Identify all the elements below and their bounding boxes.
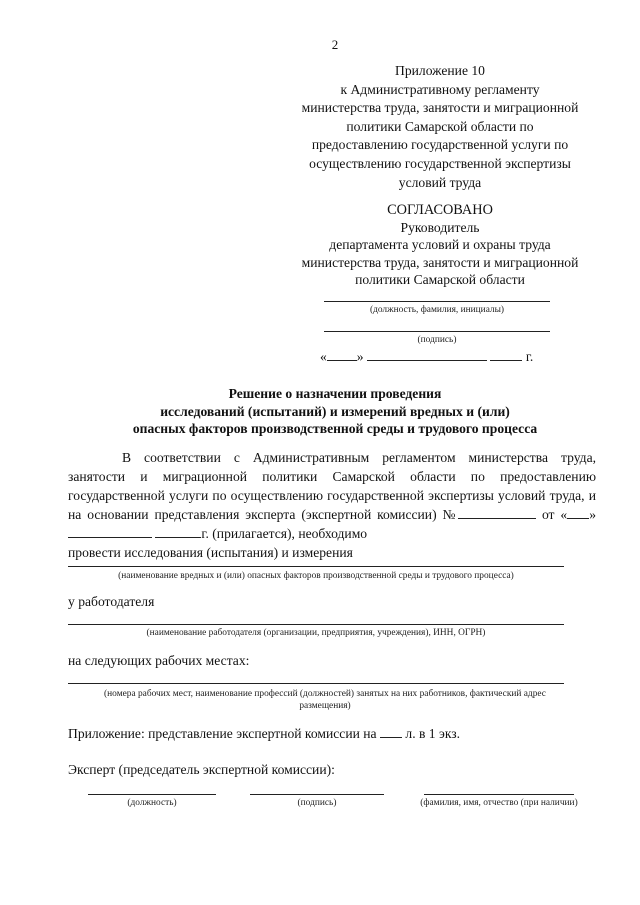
expert-signature-line — [250, 794, 384, 795]
appendix-line: министерства труда, занятости и миграционной — [301, 100, 579, 116]
workplaces-line — [68, 683, 564, 684]
appendix-line: политики Самарской области по — [346, 118, 534, 134]
expert-name-caption: (фамилия, имя, отчество (при наличии) — [420, 798, 578, 808]
from-word: от — [541, 507, 555, 522]
employer-line — [68, 624, 564, 625]
workplaces-label: на следующих рабочих местах: — [68, 653, 250, 668]
signature-caption: (подпись) — [417, 335, 457, 345]
approval-line: Руководитель — [400, 220, 480, 236]
body-last-line: провести исследования (испытания) и измерения — [68, 545, 353, 560]
decision-title-line: опасных факторов производственной среды и трудового процесса — [132, 421, 538, 436]
approval-date-line — [320, 347, 533, 365]
necessary-word: необходимо — [298, 526, 368, 541]
day-blank — [327, 347, 357, 361]
page-number: 2 — [331, 37, 339, 52]
attachment-prefix: Приложение: представление экспертной комиссии на — [68, 726, 377, 741]
appendix-header — [280, 62, 600, 192]
expert-signature-caption: (подпись) — [297, 798, 337, 808]
attachment-line — [68, 724, 460, 742]
appendix-line: предоставлению государственной услуги по — [311, 137, 569, 153]
quote-open: « — [560, 507, 568, 522]
position-line — [324, 301, 550, 302]
approval-line: министерства труда, занятости и миграционной — [301, 254, 579, 270]
expert-name-line — [424, 794, 574, 795]
decision-title — [0, 385, 640, 438]
expert-label: Эксперт (председатель экспертной комиссии): — [68, 762, 335, 777]
month-blank — [68, 524, 152, 538]
year-suffix: г. — [525, 349, 534, 364]
attached-note: (прилагается), — [212, 526, 295, 541]
approval-title: СОГЛАСОВАНО — [387, 202, 493, 218]
employer-caption: (наименование работодателя (организации, предприятия, учреждения), ИНН, ОГРН) — [146, 628, 486, 638]
decision-body — [68, 448, 596, 562]
decision-title-line: исследований (испытаний) и измерений вредных и (или) — [160, 403, 510, 419]
appendix-line: к Административному регламенту — [340, 81, 540, 97]
approval-block — [280, 202, 600, 288]
sheets-blank — [380, 724, 402, 738]
appendix-line: осуществлению государственной экспертизы — [309, 155, 571, 171]
year-blank — [155, 524, 201, 538]
attachment-suffix: л. в 1 экз. — [405, 726, 461, 741]
appendix-line: условий труда — [398, 174, 482, 190]
factors-line — [68, 566, 564, 567]
appendix-line: Приложение 10 — [395, 63, 485, 78]
workplaces-caption-line: размещения) — [299, 701, 351, 711]
day-blank — [567, 505, 589, 519]
approval-line: департамента условий и охраны труда — [329, 237, 551, 253]
employer-label: у работодателя — [68, 594, 155, 609]
workplaces-caption — [60, 688, 590, 712]
position-caption: (должность, фамилия, инициалы) — [369, 305, 505, 315]
quote-close: » — [589, 507, 597, 522]
year-suffix: г. — [201, 526, 209, 541]
body-intro: В соответствии с Административным регламентом министерства труда, занятости и миграционной политики Самарской области по предоставлению государственной услуги по осуществлению государственной экспертизы условий труда, и на основании представления эксперта (экспертной комиссии) — [68, 450, 596, 522]
month-blank — [367, 347, 487, 361]
approval-line: политики Самарской области — [355, 271, 525, 287]
number-blank — [458, 505, 536, 519]
quote-open: « — [320, 349, 327, 364]
workplaces-caption-line: (номера рабочих мест, наименование профессий (должностей) занятых на них работников, фактический адрес — [104, 689, 546, 699]
year-blank — [490, 347, 522, 361]
factors-caption: (наименование вредных и (или) опасных факторов производственной среды и трудового процесса) — [118, 571, 514, 581]
number-sign: № — [442, 507, 459, 522]
expert-position-line — [88, 794, 216, 795]
quote-close: » — [356, 349, 364, 364]
decision-title-line: Решение о назначении проведения — [228, 386, 442, 401]
signature-line — [324, 331, 550, 332]
expert-position-caption: (должность) — [127, 798, 177, 808]
